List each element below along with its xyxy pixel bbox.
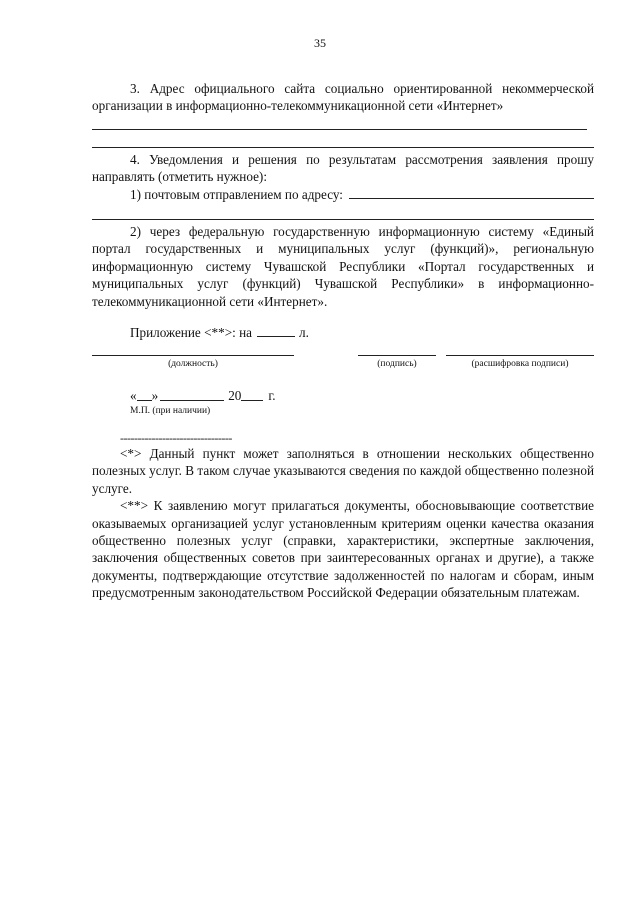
- postal-address-line-2: [92, 219, 594, 220]
- position-line: [92, 355, 294, 356]
- year-suffix: г.: [268, 388, 276, 404]
- page-number: 35: [314, 36, 326, 50]
- attachment-pages-field: [257, 336, 295, 337]
- footnote-2: <**> К заявлению могут прилагаться документы, обосновывающие соответствие оказываемых организацией услуг установленным критериям оценки качества оказания общественно полезных услуг (справки, характеристики, экспертные заключения, заключения общественных советов при заинтересованных органах и другие), а также документы, подтверждающие отсутствие задолженностей по налогам и сборам, иным предусмотренным законодательством Российской Федерации обязательным платежам.: [92, 498, 594, 601]
- year-field: [241, 400, 263, 401]
- postal-option-row: [92, 186, 594, 203]
- stamp-note: М.П. (при наличии): [130, 405, 211, 416]
- document-body: [92, 80, 594, 602]
- attachment-prefix: Приложение <**>: на: [130, 325, 253, 341]
- signature-block: [92, 351, 594, 381]
- decipher-caption: (расшифровка подписи): [471, 359, 569, 370]
- month-field: [160, 400, 224, 401]
- postal-option-label: 1) почтовым отправлением по адресу:: [130, 186, 343, 202]
- date-row: [92, 387, 594, 404]
- day-field: [137, 400, 152, 401]
- attachment-row: [92, 324, 594, 341]
- postal-address-line: [349, 198, 594, 199]
- item4-option2: 2) через федеральную государственную информационную систему «Единый портал государственных и муниципальных услуг (функций)», региональную информационную систему Чувашской Республики «Портал государственных и муниципальных услуг (функций) Чувашской Республики» в информационно-телекоммуникационной сети «Интернет».: [92, 224, 594, 309]
- footnote-1: <*> Данный пункт может заполняться в отношении нескольких общественно полезных услуг. В таком случае указываются сведения по каждой общественно полезной услуге.: [92, 445, 594, 496]
- attachment-suffix: л.: [299, 325, 309, 341]
- decipher-line: [446, 355, 594, 356]
- position-caption: (должность): [168, 359, 218, 370]
- signature-line: [358, 355, 436, 356]
- website-line-1: [92, 129, 587, 130]
- date-open-quote: «: [130, 388, 137, 404]
- item3-text: 3. Адрес официального сайта социально ориентированной некоммерческой организации в информационно-телекоммуникационной сети «Интернет»: [92, 81, 594, 114]
- date-close-quote: »: [151, 388, 159, 404]
- year-prefix: 20: [228, 388, 242, 404]
- item4-text: 4. Уведомления и решения по результатам рассмотрения заявления прошу направлять (отметить нужное):: [92, 151, 594, 185]
- website-line-2: [92, 147, 594, 148]
- footnote-separator: --------------------------------: [120, 430, 232, 445]
- signature-caption: (подпись): [377, 359, 417, 370]
